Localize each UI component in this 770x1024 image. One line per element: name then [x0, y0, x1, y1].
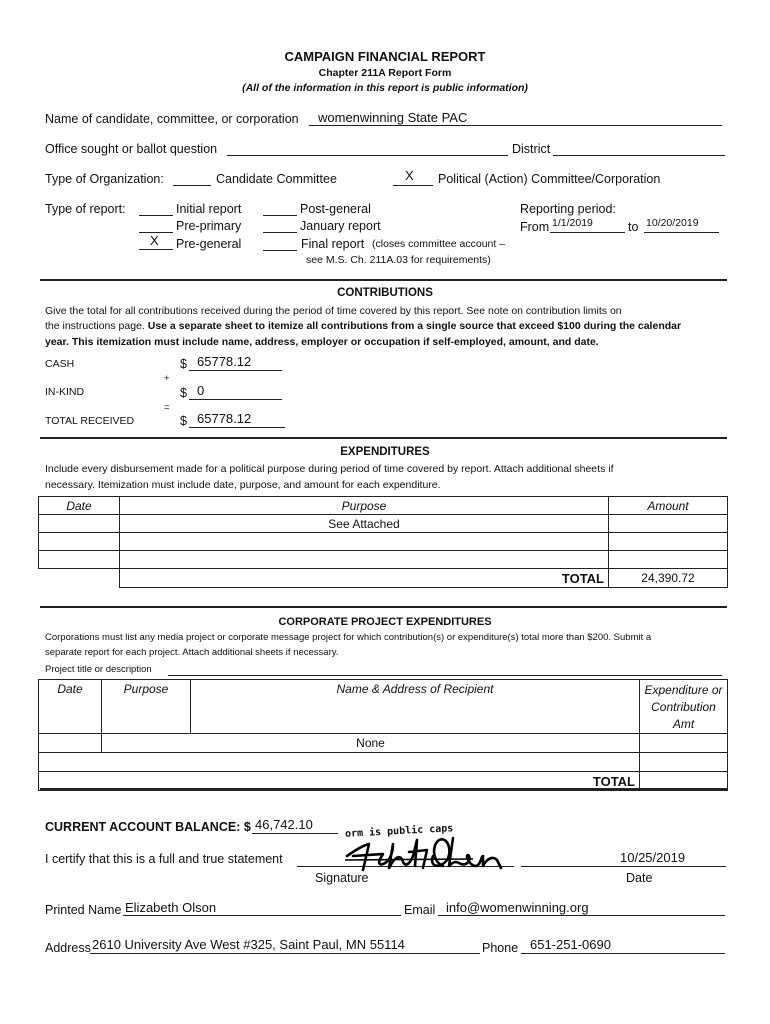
project-title-label: Project title or description: [45, 664, 152, 675]
corporate-table: [38, 679, 728, 791]
expenditures-total-label: TOTAL: [120, 569, 609, 588]
corporate-text-2: separate report for each project. Attach additional sheets if necessary.: [45, 647, 339, 658]
contributions-text-2: the instructions page. Use a separate sheet to itemize all contributions from a single source that exceed $100 during the calendar: [45, 320, 682, 332]
report-pregeneral-checkbox[interactable]: X: [150, 233, 159, 248]
address-label: Address: [45, 941, 91, 955]
org-candidate-label: Candidate Committee: [216, 172, 337, 186]
office-label: Office sought or ballot question: [45, 142, 218, 156]
district-label: District: [512, 142, 551, 156]
date-field[interactable]: 10/25/2019: [620, 850, 686, 865]
report-type-label: Type of report:: [45, 202, 126, 216]
period-from-field[interactable]: 1/1/2019: [552, 217, 593, 229]
report-final-note-2: see M.S. Ch. 211A.03 for requirements): [306, 254, 491, 266]
date-cell[interactable]: [39, 734, 102, 753]
amount-cell[interactable]: [609, 533, 728, 551]
amount-cell[interactable]: [640, 753, 728, 772]
signature-image[interactable]: [343, 826, 515, 874]
expenditures-total-field[interactable]: 24,390.72: [609, 569, 728, 588]
address-field[interactable]: 2610 University Ave West #325, Saint Paul, MN 55114: [92, 937, 405, 952]
inkind-dollar: $: [180, 386, 187, 400]
form-subtitle: Chapter 211A Report Form: [318, 67, 452, 79]
balance-label: CURRENT ACCOUNT BALANCE: $: [45, 820, 251, 834]
amount-cell[interactable]: [609, 551, 728, 569]
signature-label: Signature: [315, 871, 369, 885]
corp-col-recipient-header: Name & Address of Recipient: [191, 680, 640, 734]
org-type-label: Type of Organization:: [45, 172, 164, 186]
inkind-label: IN-KIND: [45, 386, 85, 398]
table-row: [39, 753, 728, 772]
date-cell[interactable]: [39, 515, 120, 533]
phone-label: Phone: [482, 941, 519, 955]
reporting-period-label: Reporting period:: [520, 202, 616, 216]
email-label: Email: [404, 903, 436, 917]
date-cell[interactable]: [39, 533, 120, 551]
recipient-cell[interactable]: [39, 753, 640, 772]
expenditures-text-2: necessary. Itemization must include date, purpose, and amount for each expenditure.: [45, 479, 441, 491]
purpose-cell[interactable]: See Attached: [120, 515, 609, 533]
table-row: [39, 734, 728, 753]
table-row: [39, 533, 728, 551]
report-january-label: January report: [300, 219, 381, 233]
expenditures-text-1: Include every disbursement made for a political purpose during period of time covered by report. Attach additional sheets if: [45, 463, 614, 475]
table-header-row: [39, 680, 728, 734]
report-preprimary-label: Pre-primary: [176, 219, 242, 233]
balance-field[interactable]: 46,742.10: [255, 817, 313, 832]
total-row: [39, 569, 728, 588]
report-pregeneral-label: Pre-general: [176, 237, 242, 251]
public-info-note: (All of the information in this report is public information): [242, 82, 528, 94]
col-date-header: Date: [39, 497, 120, 515]
report-postgeneral-label: Post-general: [300, 202, 371, 216]
cash-field[interactable]: 65778.12: [197, 354, 252, 369]
inkind-field[interactable]: 0: [197, 383, 205, 398]
col-purpose-header: Purpose: [120, 497, 609, 515]
org-political-label: Political (Action) Committee/Corporation: [438, 172, 661, 186]
total-received-label: TOTAL RECEIVED: [45, 415, 135, 427]
total-dollar: $: [180, 414, 187, 428]
table-row: [39, 551, 728, 569]
period-to-label: to: [628, 220, 639, 234]
org-political-checkbox[interactable]: X: [405, 168, 414, 183]
plus-sign: +: [164, 373, 170, 384]
corp-col-purpose-header: Purpose: [102, 680, 191, 734]
equals-sign: =: [164, 402, 170, 413]
corporate-text-1: Corporations must list any media project or corporate message project for which contribution(s) or expenditure(s) total more than $200. Submit a: [45, 632, 652, 643]
col-amount-header: Amount: [609, 497, 728, 515]
purpose-cell[interactable]: [120, 551, 609, 569]
contributions-text-1: Give the total for all contributions received during the period of time covered by this report. See note on contribution limits on: [45, 305, 622, 317]
report-final-note: (closes committee account –: [372, 238, 506, 250]
printed-name-field[interactable]: Elizabeth Olson: [125, 900, 217, 915]
contributions-heading: CONTRIBUTIONS: [337, 287, 433, 299]
name-label: Name of candidate, committee, or corporation: [45, 112, 299, 126]
recipient-cell[interactable]: None: [102, 734, 640, 753]
name-field[interactable]: womenwinning State PAC: [318, 110, 468, 125]
report-final-label: Final report: [301, 237, 365, 251]
date-label: Date: [626, 871, 653, 885]
printed-name-label: Printed Name: [45, 903, 122, 917]
corp-col-amount-header: Expenditure or Contribution Amt: [640, 680, 728, 734]
amount-cell[interactable]: [640, 734, 728, 753]
public-copy-stamp: orm is public caps: [344, 823, 454, 840]
amount-cell[interactable]: [609, 515, 728, 533]
certify-label: I certify that this is a full and true statement: [45, 852, 283, 866]
report-initial-label: Initial report: [176, 202, 242, 216]
corporate-total-label: TOTAL: [39, 772, 640, 791]
purpose-cell[interactable]: [120, 533, 609, 551]
corp-col-date-header: Date: [39, 680, 102, 734]
contributions-text-3: year. This itemization must include name, address, employer or occupation if self-employed, amount, and date.: [45, 336, 599, 348]
table-row: [39, 515, 728, 533]
period-from-label: From: [520, 220, 550, 234]
cash-dollar: $: [180, 357, 187, 371]
date-cell[interactable]: [39, 551, 120, 569]
form-title: CAMPAIGN FINANCIAL REPORT: [284, 49, 486, 64]
corporate-heading: CORPORATE PROJECT EXPENDITURES: [278, 616, 492, 628]
expenditures-heading: EXPENDITURES: [340, 446, 430, 458]
phone-field[interactable]: 651-251-0690: [530, 937, 611, 952]
total-received-field[interactable]: 65778.12: [197, 411, 252, 426]
period-to-field[interactable]: 10/20/2019: [646, 217, 699, 229]
email-field[interactable]: info@womenwinning.org: [446, 900, 589, 915]
table-header-row: [39, 497, 728, 515]
cash-label: CASH: [45, 358, 75, 370]
expenditures-table: [38, 496, 728, 588]
